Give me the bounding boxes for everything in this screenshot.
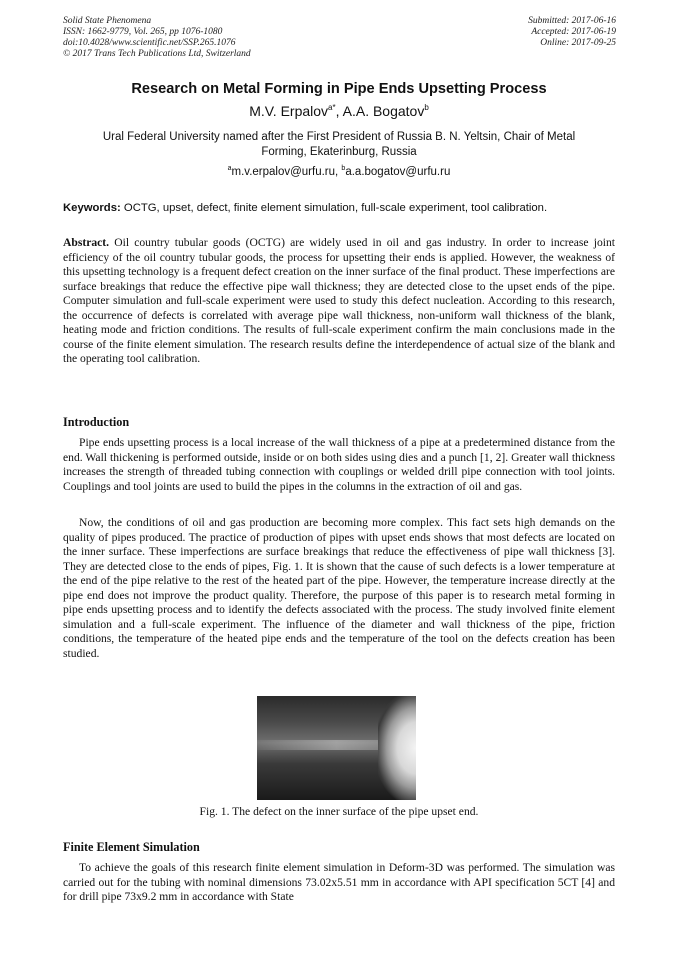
abstract-text: Oil country tubular goods (OCTG) are widely used in oil and gas industry. In order to increase joint efficiency of the oil country tubular goods, the process for upsetting their ends is applied. However, the weakness of this upsetting technology is a frequent defect creation on the inner surface of the final product. These imperfections are surface breakings that reduce the effective pipe wall thickness; they are detected close to the upset ends of the pipe. Computer simulation and full-scale experiment were used to study this defect nucleation. According to this research, the occurrence of defects is correlated with average pipe wall thickness, non-uniform wall thickness of the blank, heating mode and friction conditions. The results of full-scale experiment confirm the main conclusions made in the course of the finite element simulation. The research results define the interdependence of actual size of the blank and the operating tool calibration. (63, 236, 615, 365)
journal-info (63, 16, 251, 60)
date-accepted: Accepted: 2017-06-19 (531, 27, 616, 37)
publication-dates (528, 16, 616, 49)
pipe-defect-photo (257, 696, 416, 800)
journal-name: Solid State Phenomena (63, 16, 152, 26)
journal-issn: ISSN: 1662-9779, Vol. 265, pp 1076-1080 (63, 27, 223, 37)
author-affiliation-mark: a* (328, 103, 336, 112)
abstract-label: Abstract. (63, 236, 110, 249)
section-heading-fem: Finite Element Simulation (63, 840, 200, 854)
author-separator: , (335, 103, 343, 119)
section-heading-introduction: Introduction (63, 415, 130, 429)
author-list (0, 103, 678, 119)
pipe-end-opening (378, 696, 416, 800)
figure-caption: Fig. 1. The defect on the inner surface of the pipe upset end. (199, 805, 479, 818)
author-name: M.V. Erpalov (249, 103, 329, 119)
journal-doi[interactable]: doi:10.4028/www.scientific.net/SSP.265.1076 (63, 38, 236, 48)
keywords-text: OCTG, upset, defect, finite element simulation, full-scale experiment, tool calibration. (123, 202, 548, 214)
date-submitted: Submitted: 2017-06-16 (528, 16, 616, 26)
email-separator: , (335, 166, 342, 178)
journal-copyright: © 2017 Trans Tech Publications Ltd, Switzerland (63, 49, 251, 59)
author-name: A.A. Bogatov (342, 103, 425, 119)
affiliation: Ural Federal University named after the First President of Russia B. N. Yeltsin, Chair of Metal Forming, Ekaterinburg, Russia (102, 131, 576, 158)
keywords-label: Keywords: (63, 202, 121, 214)
paper-title: Research on Metal Forming in Pipe Ends Upsetting Process (131, 81, 547, 97)
email-mark: b (341, 165, 346, 172)
keywords (63, 202, 623, 214)
paragraph: Pipe ends upsetting process is a local increase of the wall thickness of a pipe at a predetermined distance from the end. Wall thickening is performed outside, inside or on both sides using dies and a punch [1, 2]. Greater wall thickness increases the strength of threaded tubing connection with couplings or welded drill pipe connection with tool joints. Couplings and tool joints are used to build the pipes in the columns in the extraction of oil and gas. (63, 436, 615, 493)
author-affiliation-mark: b (424, 103, 429, 112)
author-emails (0, 166, 678, 178)
paragraph: Now, the conditions of oil and gas production are becoming more complex. This fact sets high demands on the quality of pipes produced. The practice of production of pipes with upset ends shows that most defects are located on the inner surface. These imperfections are surface breakings that reduce the effectiveness of pipe wall thickness [3]. They are detected close to the ends of pipes, Fig. 1. It is shown that the cause of such defects is a lower temperature at the end of the pipe relative to the rest of the heated part of the pipe. However, the temperature increase directly at the pipe end does not improve the product quality. Therefore, the purpose of this paper is to research metal forming in pipe ends upsetting process and to identify the defects associated with the process. The study involved finite element simulation and a full-scale experiment. The influence of the diameter and wall thickness of the pipe, friction conditions, the temperature of the heated pipe ends and the temperature of the tool on the defects creation has been studied. (63, 516, 615, 660)
email-link[interactable]: m.v.erpalov@urfu.ru (231, 166, 336, 178)
date-online: Online: 2017-09-25 (540, 38, 616, 48)
email-link[interactable]: a.a.bogatov@urfu.ru (345, 166, 451, 178)
abstract (63, 236, 615, 367)
paragraph: To achieve the goals of this research finite element simulation in Deform-3D was performed. The simulation was carried out for the tubing with nominal dimensions 73.02x5.51 mm in accordance with API specification 5CT [4] and for drill pipe 73x9.2 mm in accordance with State (63, 861, 615, 903)
email-mark: a (227, 165, 232, 172)
